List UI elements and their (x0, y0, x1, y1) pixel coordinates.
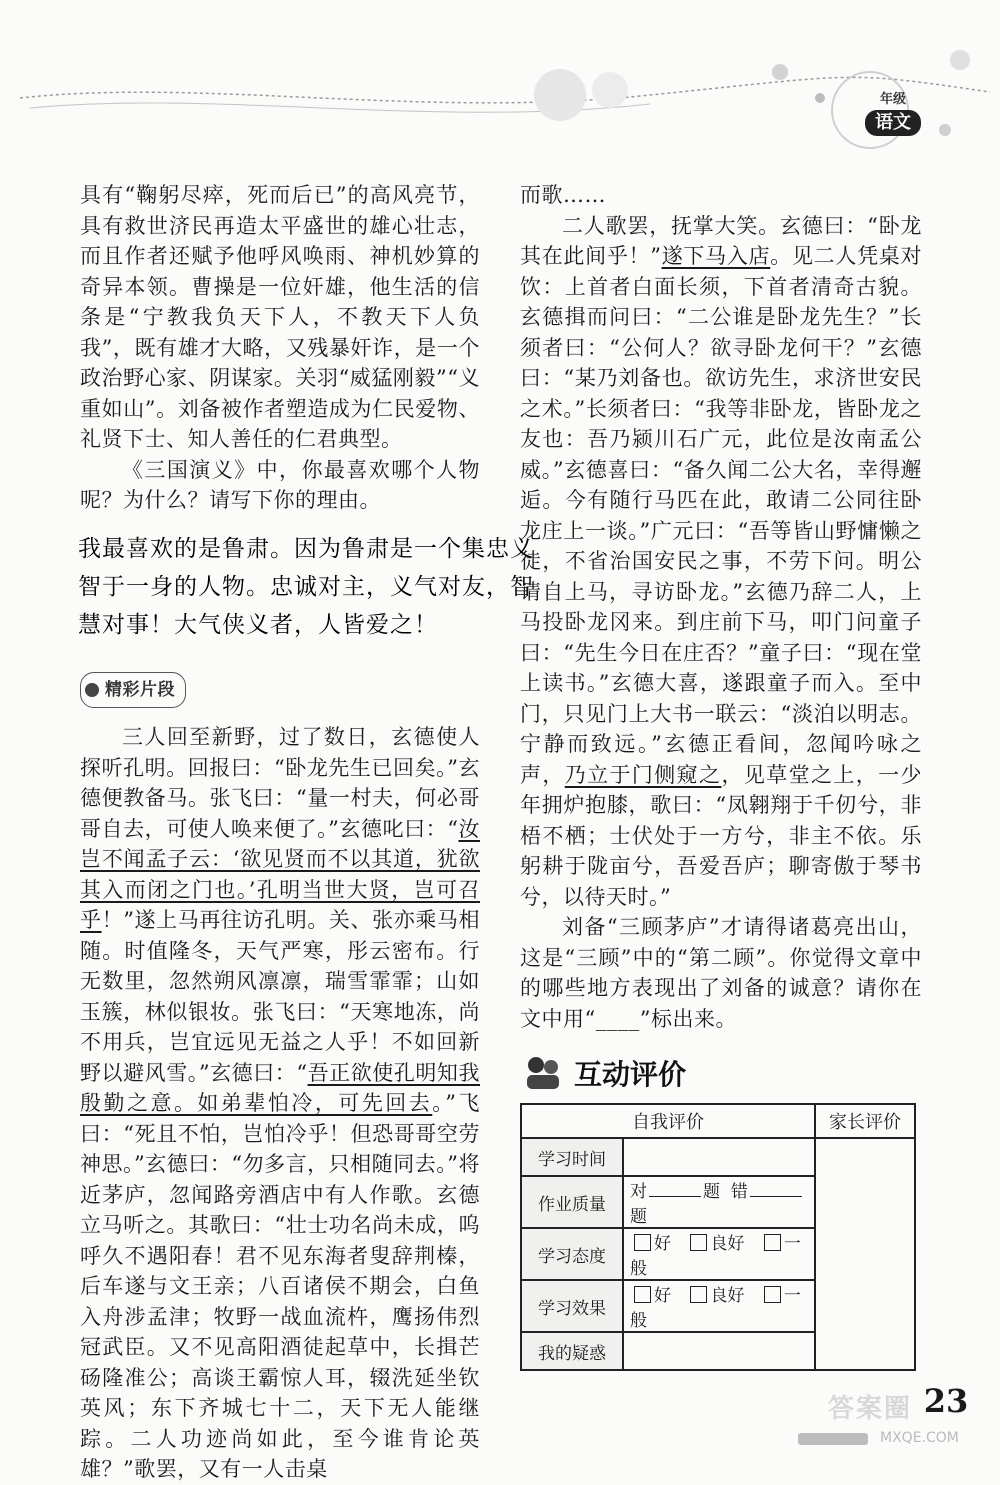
story-text: ！”遂上马再往访孔明。关、张亦乘马相随。时值隆冬，天气严寒，彤云密布。行无数里，忽然朔风凛凛，瑞雪霏霏；山如玉簇，林似银妆。张飞曰：“天寒地冻，尚不用兵，岂宜远见无益之人乎！不如回新野以避风雪。”玄德曰：“ (80, 908, 481, 1085)
option-good: 好 (654, 1286, 671, 1306)
parent-eval-cell[interactable] (815, 1138, 915, 1370)
story-text: 。”飞曰：“死且不怕，岂怕冷乎！但恐哥哥空劳神思。”玄德曰：“勿多言，只相随同去。”将近茅庐，忽闻路旁酒店中有人作歌。玄德立马听之。其歌曰：“壮士功名尚未成，呜呼久不遇阳春！君不见东海者叟辞荆榛，后车遂与文王亲；八百诸侯不期会，白鱼入舟涉孟津；牧野一战血流杵，鹰扬伟烈冠武臣。又不见高阳酒徒起草中，长揖芒砀隆准公；高谈王霸惊人耳，辍洗延坐钦英风；东下齐城七十二，天下无人能继踪。二人功迹尚如此，至今谁肯论英雄？”歌罢，又有一人击桌 (80, 1091, 480, 1481)
option-fine: 良好 (710, 1286, 745, 1306)
work-quality-cell (623, 1176, 815, 1228)
section-label-text: 精彩片段 (105, 679, 175, 700)
option-fine: 良好 (710, 1234, 745, 1254)
checkbox[interactable] (690, 1234, 707, 1251)
right-column (520, 180, 922, 1034)
story-paragraph (520, 211, 922, 913)
option-good: 好 (654, 1234, 671, 1254)
story-paragraph (80, 722, 480, 1485)
time-input-cell[interactable] (623, 1138, 815, 1176)
table-header-row (521, 1104, 915, 1138)
row-label-attitude: 学习态度 (521, 1228, 623, 1280)
attitude-options-cell (623, 1228, 815, 1280)
checkbox[interactable] (764, 1286, 781, 1303)
underlined-text: 吾正欲使孔明知我殷勤之意。如弟辈怕冷，可先回去 (80, 1060, 480, 1115)
evaluation-title (522, 1050, 686, 1096)
row-label-effect: 学习效果 (521, 1280, 623, 1332)
doubt-input-cell[interactable] (623, 1332, 815, 1370)
checkbox[interactable] (764, 1234, 781, 1251)
checkbox[interactable] (690, 1286, 707, 1303)
left-column (78, 180, 534, 1485)
pencil-icon (85, 683, 99, 697)
page-number: 23 (923, 1382, 969, 1420)
underlined-text: 汝岂不闻孟子云：‘欲见贤而不以其道，犹欲其入而闭之门也。’孔明当世大贤，岂可召乎 (80, 816, 480, 932)
watermark: 答案圈 (828, 1394, 913, 1424)
work-cuo: 错 (730, 1182, 748, 1202)
question-favorite-character: 《三国演义》中，你最喜欢哪个人物呢？为什么？请写下你的理由。 (80, 457, 480, 512)
story-text: 三人回至新野，过了数日，玄德使人探听孔明。回报曰：“卧龙先生已回矣。”玄德便教备马。张飞曰：“量一村夫，何必哥哥自去，可使人唤来便了。”玄德叱曰：“ (80, 725, 480, 841)
watermark-url: MXQE.COM (880, 1430, 959, 1446)
grade-subject-badge (848, 92, 938, 152)
badge-grade: 年级 (879, 92, 906, 107)
checkbox[interactable] (634, 1286, 651, 1303)
work-ti: 题 (703, 1182, 720, 1202)
wrong-count-blank[interactable] (750, 1178, 802, 1197)
work-ti2: 题 (630, 1207, 647, 1227)
option-average: 一般 (630, 1234, 801, 1279)
checkbox[interactable] (634, 1234, 651, 1251)
section-label (80, 672, 186, 709)
evaluation-title-text: 互动评价 (574, 1058, 687, 1091)
story-continuation: 而歌…… (520, 183, 606, 207)
effect-options-cell (623, 1280, 815, 1332)
work-dui: 对 (630, 1182, 647, 1202)
self-eval-header: 自我评价 (521, 1104, 815, 1138)
correct-count-blank[interactable] (649, 1178, 701, 1197)
underlined-text: 遂下马入店 (661, 244, 771, 268)
row-label-doubt: 我的疑惑 (521, 1332, 623, 1370)
badge-subject: 语文 (865, 110, 921, 136)
question-sincerity: 刘备“三顾茅庐”才请得诸葛亮出山，这是“三顾”中的“第二顾”。你觉得文章中的哪些地方表现出了刘备的诚意？请你在文中用“____”标出来。 (520, 915, 922, 1031)
story-text: 二人歌罢，抚掌大笑。玄德曰：“卧龙其在此间乎！” (520, 213, 922, 268)
evaluation-table (520, 1103, 916, 1371)
table-row (521, 1138, 915, 1176)
handwritten-answer: 我最喜欢的是鲁肃。因为鲁肃是一个集忠义智于一身的人物。忠诚对主，义气对友，智慧对事！大气侠义者，人皆爱之！ (78, 535, 534, 638)
story-text: 。见二人凭桌对饮：上首者白面长须，下首者清奇古貌。玄德揖而问曰：“二公谁是卧龙先生？”长须者曰：“公何人？欲寻卧龙何干？”玄德曰：“某乃刘备也。欲访先生，求济世安民之术。”长须者曰：“我等非卧龙，皆卧龙之友也：吾乃颍川石广元，此位是汝南孟公威。”玄德喜曰：“备久闻二公大名，幸得邂逅。今有随行马匹在此，敢请二公同往卧龙庄上一谈。”广元曰：“吾等皆山野慵懒之徒，不省治国安民之事，不劳下问。明公请自上马，寻访卧龙。”玄德乃辞二人，上马投卧龙冈来。到庄前下马，叩门问童子曰：“先生今日在庄否？”童子曰：“现在堂上读书。”玄德大喜，遂跟童子而入。至中门，只见门上大书一联云：“淡泊以明志。宁静而致远。”玄德正看间，忽闻吟咏之声， (520, 244, 922, 787)
story-text: ，见草堂之上，一少年拥炉抱膝，歌曰：“凤翱翔于千仞兮，非梧不栖；士伏处于一方兮，非主不依。乐躬耕于陇亩兮，吾爱吾庐；聊寄傲于琴书兮，以待天时。” (520, 762, 923, 909)
children-icon (522, 1053, 564, 1093)
row-label-work: 作业质量 (521, 1176, 623, 1228)
parent-eval-header: 家长评价 (815, 1104, 915, 1138)
intro-paragraph: 具有“鞠躬尽瘁，死而后已”的高风亮节，具有救世济民再造太平盛世的雄心壮志，而且作者还赋予他呼风唤雨、神机妙算的奇异本领。曹操是一位奸雄，他生活的信条是“宁教我负天下人，不教天下人负我”，既有雄才大略，又残暴奸诈，是一个政治野心家、阴谋家。关羽“威猛刚毅”“义重如山”。刘备被作者塑造成为仁民爱物、礼贤下士、知人善任的仁君典型。 (80, 183, 480, 451)
option-average: 一般 (630, 1286, 801, 1331)
footer-brand-bar (798, 1433, 868, 1445)
underlined-text: 乃立于门侧窥之 (564, 762, 722, 787)
row-label-time: 学习时间 (521, 1138, 623, 1176)
